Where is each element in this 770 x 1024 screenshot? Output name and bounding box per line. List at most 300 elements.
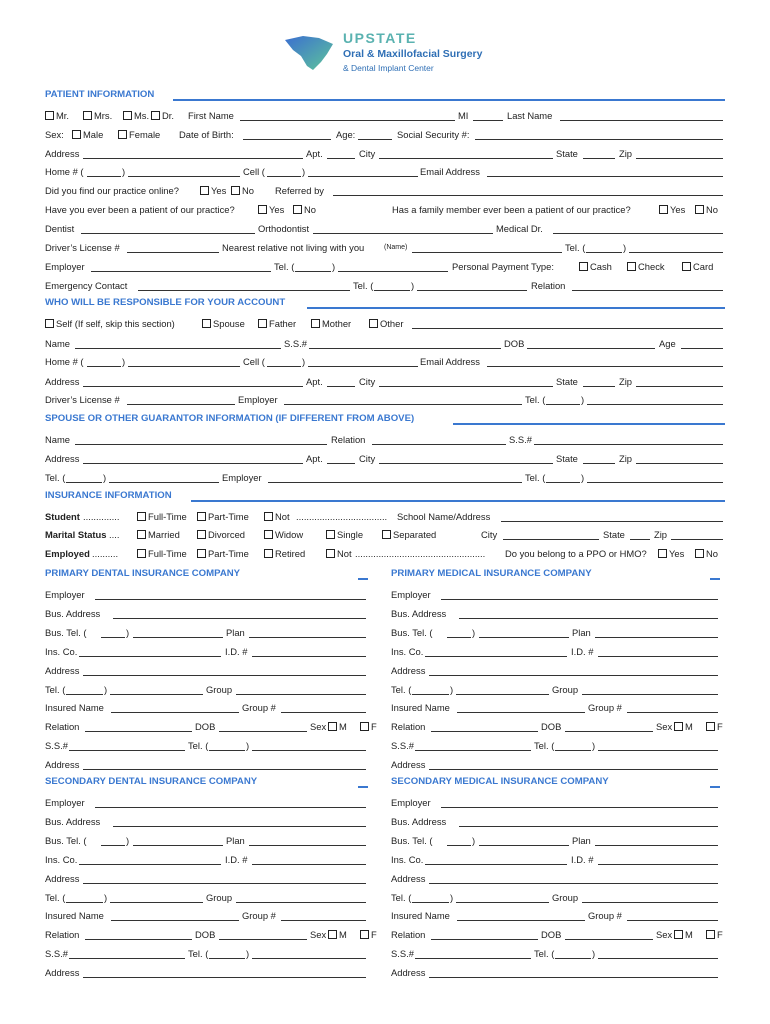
student-not-checkbox[interactable] (264, 512, 273, 521)
tel-label: Tel. ( (391, 684, 412, 695)
spouse-apt-field[interactable] (327, 463, 355, 464)
email-label: Email Address (420, 356, 480, 367)
employer-tel-field[interactable] (338, 271, 448, 272)
other-label: Other (380, 318, 404, 329)
retired-checkbox[interactable] (264, 549, 273, 558)
secondary-medical-field[interactable] (479, 845, 569, 846)
name-label: Name (45, 434, 71, 445)
tel-close-paren-label: ) (126, 627, 130, 638)
secondary-dental-title (45, 776, 368, 790)
secondary-medical-field[interactable] (598, 864, 718, 865)
primary-medical-field[interactable] (431, 731, 538, 732)
dob-label: DOB (195, 929, 216, 940)
row-emergency (45, 279, 725, 293)
yes-label: Yes (670, 204, 686, 215)
primary-medical-field[interactable] (595, 637, 718, 638)
primary-medical-field[interactable] (441, 599, 718, 600)
primary-dental-field[interactable] (252, 656, 366, 657)
secondary-dental-field[interactable] (101, 845, 125, 846)
primary-dental-row (45, 645, 368, 659)
emergency-contact-field[interactable] (138, 290, 350, 291)
primary-dental-field[interactable] (252, 750, 366, 751)
dentist-label: Dentist (45, 223, 75, 234)
paren: ) (623, 242, 627, 253)
plan-label: Plan (572, 835, 591, 846)
sex-m-checkbox[interactable] (328, 930, 337, 939)
sex-m-checkbox[interactable] (328, 722, 337, 731)
primary-medical-field[interactable] (457, 712, 585, 713)
paren: ) (122, 356, 126, 367)
primary-medical-field[interactable] (415, 750, 531, 751)
yes-label: Yes (269, 204, 285, 215)
secondary-medical-field[interactable] (429, 883, 718, 884)
resp-tel-field[interactable] (587, 404, 723, 405)
spouse-address-field[interactable] (83, 463, 303, 464)
father-label: Father (269, 318, 297, 329)
resp-city-field[interactable] (379, 386, 553, 387)
secondary-dental-field[interactable] (83, 883, 366, 884)
ssn-field[interactable] (475, 139, 723, 140)
secondary-dental-field[interactable] (85, 939, 192, 940)
sex-f-checkbox[interactable] (706, 930, 715, 939)
secondary-dental-field[interactable] (236, 902, 366, 903)
ss-label: S.S.# (391, 740, 414, 751)
secondary-dental-field[interactable] (95, 807, 366, 808)
secondary-dental-field[interactable] (281, 920, 366, 921)
primary-dental-field[interactable] (95, 599, 366, 600)
employer-field[interactable] (91, 271, 271, 272)
emergency-tel-field[interactable] (417, 290, 527, 291)
section-patient-information (45, 89, 725, 103)
sex-f-checkbox[interactable] (360, 722, 369, 731)
dentist-field[interactable] (81, 233, 255, 234)
secondary-dental-field[interactable] (69, 958, 185, 959)
other-checkbox[interactable] (369, 319, 378, 328)
patient-before-yes-checkbox[interactable] (258, 205, 267, 214)
primary-dental-field[interactable] (101, 637, 125, 638)
employer-label: Employer (238, 394, 278, 405)
primary-medical-field[interactable] (429, 769, 718, 770)
bus-tel-label: Bus. Tel. ( (391, 627, 433, 638)
primary-dental-field[interactable] (113, 618, 366, 619)
primary-dental-field[interactable] (69, 750, 185, 751)
secondary-dental-field[interactable] (113, 826, 366, 827)
group-label: Group (206, 684, 233, 695)
home-phone-label: Home # ( (45, 356, 84, 367)
married-checkbox[interactable] (137, 530, 146, 539)
school-city-field[interactable] (503, 539, 599, 540)
primary-dental-field[interactable] (85, 731, 192, 732)
secondary-dental-field[interactable] (83, 977, 366, 978)
secondary-dental-field[interactable] (249, 845, 366, 846)
sex-label: Sex (310, 721, 327, 732)
secondary-medical-field[interactable] (459, 826, 718, 827)
city-label: City (359, 376, 376, 387)
secondary-medical-row (391, 796, 720, 810)
cell-phone-field[interactable] (308, 176, 418, 177)
zip-label: Zip (654, 529, 668, 540)
sex-option (706, 720, 723, 734)
family-no-checkbox[interactable] (695, 205, 704, 214)
first-name-field[interactable] (240, 120, 455, 121)
spouse-checkbox[interactable] (202, 319, 211, 328)
row-employed (45, 547, 725, 561)
no-label: No (706, 548, 718, 559)
mother-label: Mother (322, 318, 352, 329)
primary-dental-row (45, 626, 368, 640)
dr-checkbox[interactable] (151, 111, 160, 120)
secondary-dental-field[interactable] (252, 958, 366, 959)
group-no-label: Group # (242, 702, 276, 713)
relative-tel-field[interactable] (629, 252, 723, 253)
secondary-medical-row (391, 815, 720, 829)
zip-field[interactable] (636, 158, 723, 159)
employed-label: Employed (45, 548, 90, 559)
sex-label: Sex (310, 929, 327, 940)
nearest-relative-field[interactable] (412, 252, 562, 253)
address-label: Address (391, 665, 426, 676)
referred-by-label: Referred by (275, 185, 324, 196)
paren: ) (332, 261, 336, 272)
ss-label: S.S.# (284, 338, 307, 349)
city-label: City (359, 148, 376, 159)
secondary-dental-field[interactable] (66, 902, 103, 903)
mrs-checkbox[interactable] (83, 111, 92, 120)
resp-employer-field[interactable] (284, 404, 522, 405)
city-field[interactable] (379, 158, 553, 159)
ppo-question: Do you belong to a PPO or HMO? (505, 548, 647, 559)
resp-age-field[interactable] (681, 348, 723, 349)
secondary-medical-field[interactable] (425, 864, 567, 865)
primary-dental-field[interactable] (236, 694, 366, 695)
primary-dental-field[interactable] (219, 731, 307, 732)
single-checkbox[interactable] (326, 530, 335, 539)
family-before-question: Has a family member ever been a patient of our practice? (392, 204, 631, 215)
tel-label: Tel. ( (534, 948, 555, 959)
dob-field[interactable] (243, 139, 331, 140)
practice-logo (283, 28, 503, 78)
resp-ss-field[interactable] (309, 348, 501, 349)
secondary-dental-field[interactable] (252, 864, 366, 865)
spouse-relation-field[interactable] (372, 444, 506, 445)
row-names (45, 109, 725, 123)
ins-co-label: Ins. Co. (45, 854, 78, 865)
family-yes-checkbox[interactable] (659, 205, 668, 214)
self-checkbox[interactable] (45, 319, 54, 328)
female-checkbox[interactable] (118, 130, 127, 139)
tel-label: Tel. ( (565, 242, 586, 253)
referred-by-field[interactable] (333, 195, 723, 196)
primary-dental-title (45, 568, 368, 582)
relative-area-field[interactable] (586, 252, 622, 253)
section-insurance (45, 490, 725, 504)
spouse-emp-area-field[interactable] (546, 482, 580, 483)
ppo-yes-checkbox[interactable] (658, 549, 667, 558)
row-student (45, 510, 725, 524)
married-label: Married (148, 529, 180, 540)
single-label: Single (337, 529, 364, 540)
row-marital (45, 528, 725, 542)
patient-before-no-checkbox[interactable] (293, 205, 302, 214)
mr-checkbox[interactable] (45, 111, 54, 120)
secondary-dental-field[interactable] (219, 939, 307, 940)
sex-f-checkbox[interactable] (706, 722, 715, 731)
primary-medical-field[interactable] (598, 656, 718, 657)
emp-not-checkbox[interactable] (326, 549, 335, 558)
primary-medical-field[interactable] (582, 694, 718, 695)
employer-label: Employer (391, 589, 431, 600)
primary-dental-field[interactable] (249, 637, 366, 638)
secondary-medical-field[interactable] (555, 958, 591, 959)
secondary-medical-field[interactable] (457, 920, 585, 921)
secondary-medical-field[interactable] (431, 939, 538, 940)
bus-tel-label: Bus. Tel. ( (45, 835, 87, 846)
row-spouse-tel (45, 471, 725, 485)
ms-checkbox[interactable] (123, 111, 132, 120)
secondary-medical-field[interactable] (627, 920, 718, 921)
primary-dental-field[interactable] (83, 769, 366, 770)
bus-address-label: Bus. Address (45, 608, 101, 619)
sex-f-label: F (371, 721, 377, 732)
secondary-medical-field[interactable] (441, 807, 718, 808)
insured-name-label: Insured Name (45, 702, 104, 713)
tel-close-paren-label: ) (472, 835, 476, 846)
ppo-no-checkbox[interactable] (695, 549, 704, 558)
row-resp-phones (45, 355, 725, 369)
spouse-zip-field[interactable] (636, 463, 723, 464)
fulltime-label: Full-Time (148, 511, 187, 522)
emergency-relation-field[interactable] (572, 290, 723, 291)
secondary-medical-field[interactable] (565, 939, 653, 940)
sex-label: Sex (656, 929, 673, 940)
primary-dental-field[interactable] (133, 637, 223, 638)
secondary-dental-row (45, 928, 377, 942)
school-field[interactable] (501, 521, 723, 522)
secondary-dental-row (45, 815, 368, 829)
state-field[interactable] (583, 158, 615, 159)
secondary-medical-field[interactable] (595, 845, 718, 846)
id-label: I.D. # (571, 854, 594, 865)
home-phone-field[interactable] (128, 176, 240, 177)
dob-label: Date of Birth: (179, 129, 234, 140)
card-checkbox[interactable] (682, 262, 691, 271)
id-label: I.D. # (225, 646, 248, 657)
sex-f-checkbox[interactable] (360, 930, 369, 939)
last-name-field[interactable] (560, 120, 723, 121)
resp-tel-area-field[interactable] (546, 404, 580, 405)
other-field[interactable] (412, 328, 723, 329)
primary-medical-field[interactable] (429, 675, 718, 676)
primary-dental-field[interactable] (110, 694, 203, 695)
spouse-tel-field[interactable] (109, 482, 219, 483)
secondary-medical-row (391, 947, 720, 961)
paren: ) (103, 472, 107, 483)
sex-option (706, 928, 723, 942)
paren: ) (581, 472, 585, 483)
check-checkbox[interactable] (627, 262, 636, 271)
primary-dental-field[interactable] (79, 656, 221, 657)
separated-checkbox[interactable] (382, 530, 391, 539)
primary-dental-row (45, 758, 368, 772)
row-address (45, 147, 725, 161)
online-yes-checkbox[interactable] (200, 186, 209, 195)
primary-dental-field[interactable] (281, 712, 366, 713)
sex-m-label: M (339, 721, 347, 732)
resp-zip-field[interactable] (636, 386, 723, 387)
emergency-area-field[interactable] (374, 290, 410, 291)
primary-medical-field[interactable] (447, 637, 471, 638)
section-title: INSURANCE INFORMATION (45, 490, 172, 501)
spouse-ss-field[interactable] (534, 444, 723, 445)
cell-area-field[interactable] (267, 176, 301, 177)
resp-home-field[interactable] (128, 366, 240, 367)
school-zip-field[interactable] (671, 539, 723, 540)
emp-parttime-checkbox[interactable] (197, 549, 206, 558)
primary-medical-field[interactable] (459, 618, 718, 619)
secondary-medical-field[interactable] (456, 902, 549, 903)
resp-email-field[interactable] (487, 366, 723, 367)
zip-label: Zip (619, 376, 633, 387)
id-label: I.D. # (571, 646, 594, 657)
primary-dental-row (45, 588, 368, 602)
online-no-checkbox[interactable] (231, 186, 240, 195)
secondary-dental-row (45, 796, 368, 810)
row-resp-name (45, 337, 725, 351)
sex-m-checkbox[interactable] (674, 722, 683, 731)
secondary-medical-field[interactable] (582, 902, 718, 903)
plan-label: Plan (226, 835, 245, 846)
employer-area-field[interactable] (295, 271, 331, 272)
sex-option (328, 928, 347, 942)
state-label: State (603, 529, 625, 540)
primary-medical-field[interactable] (412, 694, 449, 695)
sex-f-label: F (717, 929, 723, 940)
address-field[interactable] (83, 158, 303, 159)
resp-cell-field[interactable] (308, 366, 418, 367)
medical-dr-field[interactable] (553, 233, 723, 234)
primary-medical-field[interactable] (598, 750, 718, 751)
spouse-state-field[interactable] (583, 463, 615, 464)
primary-dental-field[interactable] (209, 750, 245, 751)
email-field[interactable] (487, 176, 723, 177)
secondary-medical-field[interactable] (598, 958, 718, 959)
resp-dob-field[interactable] (527, 348, 655, 349)
row-sex-dob (45, 128, 725, 142)
resp-cell-area-field[interactable] (267, 366, 301, 367)
primary-dental-field[interactable] (66, 694, 103, 695)
apt-label: Apt. (306, 376, 323, 387)
male-checkbox[interactable] (72, 130, 81, 139)
bus-address-label: Bus. Address (391, 816, 447, 827)
primary-medical-field[interactable] (565, 731, 653, 732)
secondary-dental-field[interactable] (110, 902, 203, 903)
fulltime-label: Full-Time (148, 548, 187, 559)
student-fulltime-checkbox[interactable] (137, 512, 146, 521)
primary-medical-field[interactable] (627, 712, 718, 713)
resp-address-field[interactable] (83, 386, 303, 387)
spouse-tel-area-field[interactable] (66, 482, 102, 483)
orthodontist-field[interactable] (313, 233, 493, 234)
primary-dental-row (45, 701, 368, 715)
secondary-medical-row (391, 872, 720, 886)
resp-home-area-field[interactable] (87, 366, 121, 367)
secondary-medical-field[interactable] (415, 958, 531, 959)
secondary-medical-field[interactable] (429, 977, 718, 978)
primary-dental-row (45, 607, 368, 621)
zip-label: Zip (619, 148, 633, 159)
mi-label: MI (458, 110, 469, 121)
emp-fulltime-checkbox[interactable] (137, 549, 146, 558)
secondary-medical-field[interactable] (412, 902, 449, 903)
home-area-field[interactable] (87, 176, 121, 177)
school-state-field[interactable] (630, 539, 650, 540)
widow-checkbox[interactable] (264, 530, 273, 539)
employer-label: Employer (45, 797, 85, 808)
secondary-dental-field[interactable] (111, 920, 239, 921)
secondary-dental-field[interactable] (133, 845, 223, 846)
divorced-checkbox[interactable] (197, 530, 206, 539)
secondary-dental-field[interactable] (209, 958, 245, 959)
age-field[interactable] (358, 139, 392, 140)
mi-field[interactable] (473, 120, 503, 121)
resp-state-field[interactable] (583, 386, 615, 387)
primary-dental-field[interactable] (111, 712, 239, 713)
spouse-name-field[interactable] (75, 444, 327, 445)
spouse-emp-tel-field[interactable] (587, 482, 723, 483)
id-label: I.D. # (225, 854, 248, 865)
father-checkbox[interactable] (258, 319, 267, 328)
spouse-employer-field[interactable] (268, 482, 522, 483)
state-label: State (556, 376, 578, 387)
secondary-medical-field[interactable] (447, 845, 471, 846)
primary-dental-row (45, 683, 368, 697)
bus-address-label: Bus. Address (45, 816, 101, 827)
relation-label: Relation (391, 721, 426, 732)
license-field[interactable] (127, 252, 219, 253)
primary-medical-row (391, 607, 720, 621)
sex-option (328, 720, 347, 734)
secondary-dental-row (45, 891, 368, 905)
last-name-label: Last Name (507, 110, 553, 121)
cash-checkbox[interactable] (579, 262, 588, 271)
apt-field[interactable] (327, 158, 355, 159)
primary-medical-field[interactable] (555, 750, 591, 751)
ss-label: S.S.# (391, 948, 414, 959)
primary-medical-field[interactable] (479, 637, 569, 638)
resp-apt-field[interactable] (327, 386, 355, 387)
plan-label: Plan (572, 627, 591, 638)
primary-medical-row (391, 683, 720, 697)
secondary-medical-title (391, 776, 720, 790)
primary-medical-field[interactable] (456, 694, 549, 695)
sex-m-checkbox[interactable] (674, 930, 683, 939)
ms-label: Ms. (134, 110, 150, 121)
resp-license-field[interactable] (127, 404, 235, 405)
spouse-city-field[interactable] (379, 463, 553, 464)
resp-name-field[interactable] (75, 348, 281, 349)
tel-close-paren-label: ) (450, 684, 454, 695)
mother-checkbox[interactable] (311, 319, 320, 328)
address-label: Address (45, 453, 80, 464)
secondary-dental-field[interactable] (79, 864, 221, 865)
primary-dental-field[interactable] (83, 675, 366, 676)
student-parttime-checkbox[interactable] (197, 512, 206, 521)
cash-label: Cash (590, 261, 612, 272)
primary-medical-field[interactable] (425, 656, 567, 657)
secondary-medical-row (391, 966, 720, 980)
dob-label: DOB (195, 721, 216, 732)
nearest-relative-label: Nearest relative not living with you (222, 242, 365, 253)
